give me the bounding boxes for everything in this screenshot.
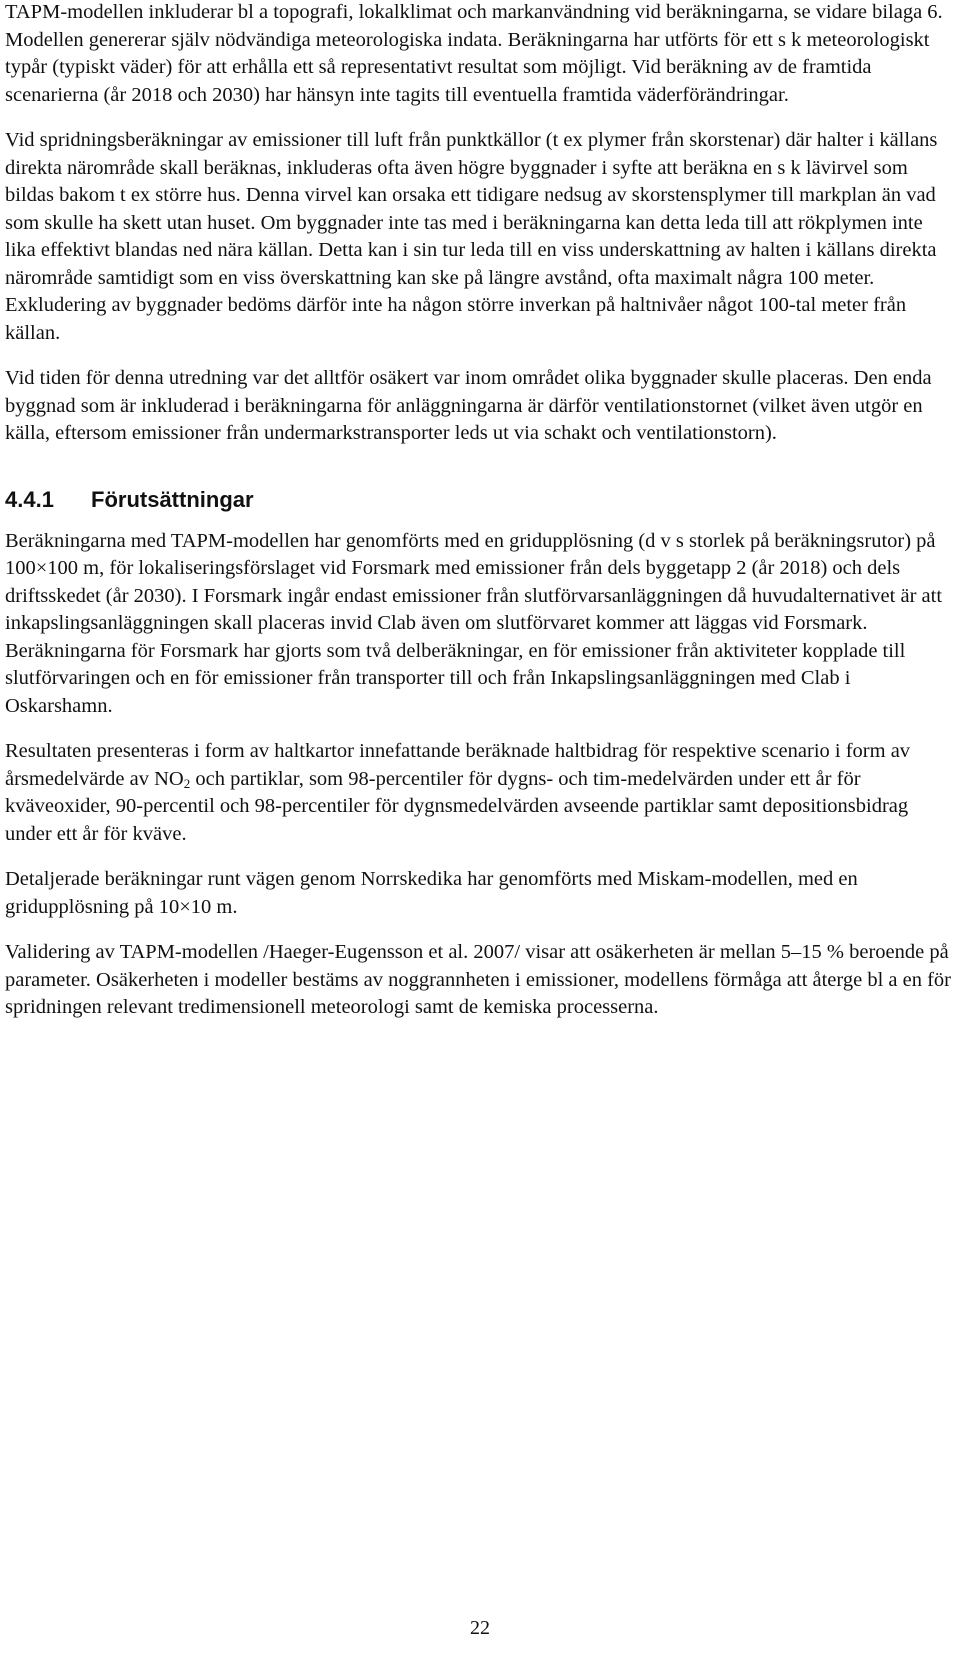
paragraph-validering: Validering av TAPM-modellen /Haeger-Eugensson et al. 2007/ visar att osäkerheten är mellan 5–15 % beroende på parameter. Osäkerheten i modeller bestäms av noggrannheten i emissioner, modellens förmåga att återge bl a en för spridningen relevant tredimensionell meteorologi samt de kemiska processerna. <box>5 941 952 1018</box>
paragraph-resultat-haltkartor <box>5 738 955 848</box>
paragraph-tapm-topografi: TAPM-modellen inkluderar bl a topografi, lokalklimat och markanvändning vid beräkningarna, se vidare bilaga 6. Modellen genererar själv nödvändiga meteorologiska indata. Beräkningarna har utförts för ett s k meteorologiskt typår (typiskt väder) för att erhålla ett så representativt resultat som möjligt. Vid beräkning av de framtida scenarierna (år 2018 och 2030) har hänsyn inte tagits till eventuella framtida väderförändringar. <box>5 1 943 106</box>
section-title: Förutsättningar <box>91 486 254 512</box>
paragraph-spridningsberakningar: Vid spridningsberäkningar av emissioner till luft från punktkällor (t ex plymer från skorstenar) där halter i källans direkta närområde skall beräknas, inkluderas ofta även högre byggnader i syfte att beräkna en s k lävirvel som bildas bakom t ex större hus. Denna virvel kan orsaka ett tidigare nedsug av skorstensplymer till markplan än vad som skulle ha skett utan huset. Om byggnader inte tas med i beräkningarna kan detta leda till att rökplymen inte lika effektivt blandas ned nära källan. Detta kan i sin tur leda till en viss underskattning av halten i källans direkta närområde samtidigt som en viss överskattning kan ske på längre avstånd, ofta maximalt några 100 meter. Exkludering av byggnader bedöms därför inte ha någon större inverkan på haltnivåer något 100-tal meter från källan. <box>5 129 938 344</box>
paragraph-resultat-part2: och partiklar, som 98-percentiler för dygns- och tim-medelvärden under ett år för kväveoxider, 90-percentil och 98-percentiler för dygnsmedelvärden avseende partiklar samt depositionsbidrag under ett år för kväve. <box>5 767 909 845</box>
section-number: 4.4.1 <box>5 486 54 512</box>
paragraph-miskam: Detaljerade beräkningar runt vägen genom Norrskedika har genomförts med Miskam-modellen, med en gridupplösning på 10×10 m. <box>5 868 858 918</box>
paragraph-resultat-part1: Resultaten presenteras i form av haltkartor innefattande beräknade haltbidrag för respektive scenario i form av årsmedelvärde av NO <box>5 740 911 790</box>
section-heading <box>5 486 955 514</box>
paragraph-byggnader-placering: Vid tiden för denna utredning var det alltför osäkert var inom området olika byggnader skulle placeras. Den enda byggnad som är inkluderad i beräkningarna för anläggningarna är därför ventilationstornet (vilket även utgör en källa, eftersom emissioner från undermarkstransporter leds ut via schakt och ventilationstorn). <box>5 367 932 444</box>
page-body <box>5 0 955 1040</box>
paragraph-gridupplosning: Beräkningarna med TAPM-modellen har genomförts med en gridupplösning (d v s storlek på beräkningsrutor) på 100×100 m, för lokaliseringsförslaget vid Forsmark med emissioner från dels byggetapp 2 (år 2018) och dels driftsskedet (år 2030). I Forsmark ingår endast emissioner från slutförvarsanläggningen då huvudalternativet är att inkapslingsanläggningen skall placeras invid Clab även om slutförvaret kommer att läggas vid Forsmark. Beräkningarna för Forsmark har gjorts som två delberäkningar, en för emissioner från aktiviteter kopplade till slutförvaringen och en för emissioner från transporter till och från Inkapslingsanläggningen med Clab i Oskarshamn. <box>5 529 943 717</box>
no2-subscript: 2 <box>183 775 191 791</box>
page-number: 22 <box>470 1617 490 1639</box>
